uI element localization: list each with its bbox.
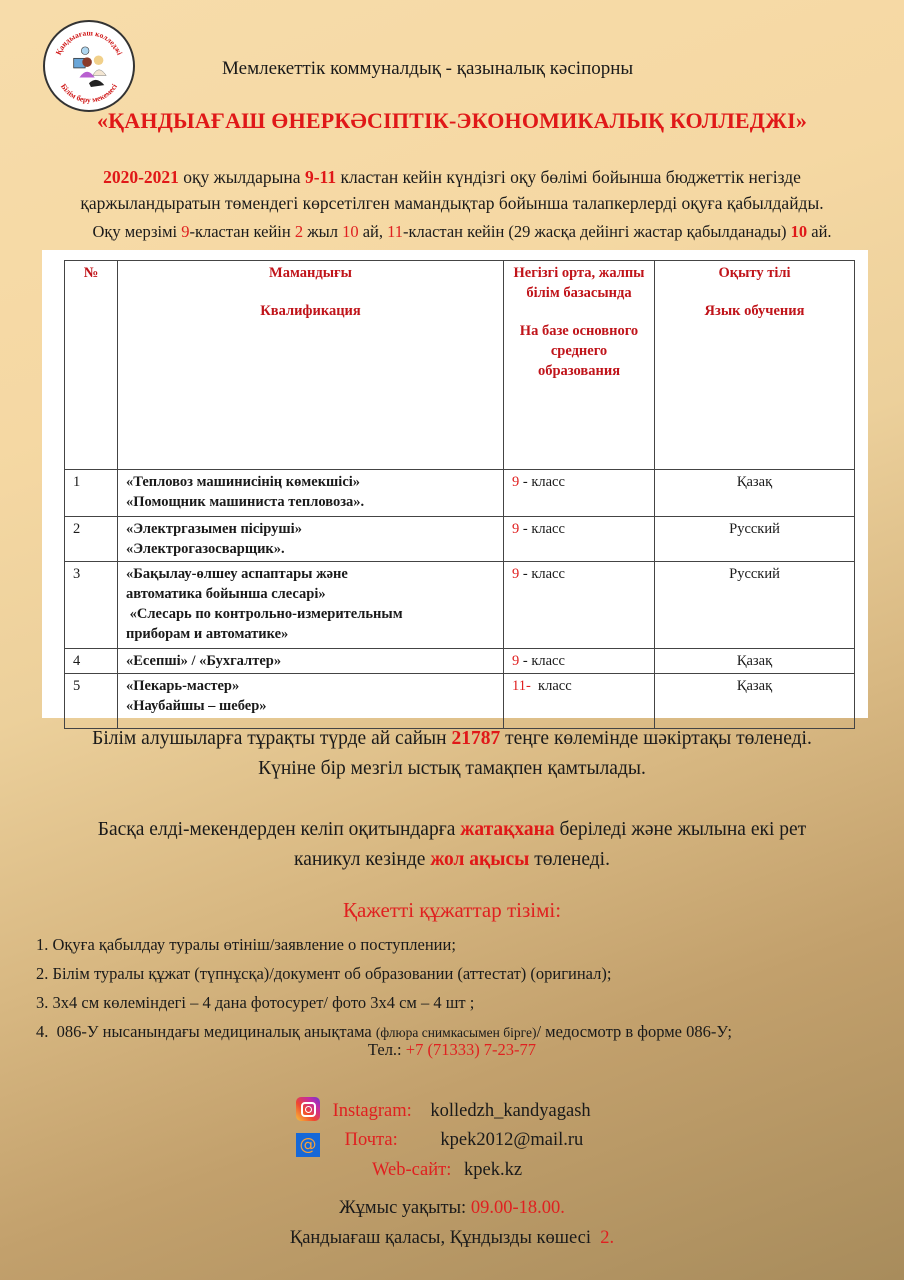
documents-title: Қажетті құжаттар тізімі: (342, 898, 562, 922)
stipend-text: Білім алушыларға тұрақты түрде ай сайын 21787 теңге көлемінде шәкіртақы төленеді. (92, 728, 812, 749)
website-contact: Web-сайт: kpek.kz (372, 1160, 523, 1180)
header-number: № (65, 261, 118, 470)
at-sign-icon: @ (296, 1133, 320, 1157)
stipend-amount: 21787 (451, 728, 501, 749)
svg-text:Қандыағаш колледжі: Қандыағаш колледжі (53, 28, 125, 57)
header-specialty: Мамандығы Квалификация (118, 261, 504, 470)
organization-type: Мемлекеттік коммуналдық - қазыналық кәсіпорны (222, 58, 634, 79)
working-hours: Жұмыс уақыты: 09.00-18.00. (339, 1198, 565, 1218)
specialties-table-panel (42, 250, 868, 718)
instagram-icon (296, 1097, 320, 1121)
svg-text:Білім беру мекемесі: Білім беру мекемесі (59, 82, 119, 105)
table-header-row (65, 261, 855, 470)
header-language: Оқыту тілі Язык обучения (655, 261, 855, 470)
address: Қандыағаш қаласы, Құндызды көшесі 2. (289, 1228, 615, 1248)
academic-year: 2020-2021 (103, 167, 179, 187)
grades: 9-11 (304, 167, 337, 187)
instagram-handle[interactable]: kolledzh_kandyagash (430, 1101, 591, 1121)
email-contact: @ Почта: kpek2012@mail.ru (296, 1125, 583, 1157)
dormitory-text: Басқа елді-мекендерден келіп оқитындарға жатақхана беріледі және жылына екі рет (97, 819, 807, 840)
intro-line-3: Оқу мерзімі 9-кластан кейін 2 жыл 10 ай, 11-кластан кейін (29 жасқа дейінгі жастар қабылданады) 10 ай. (92, 222, 832, 241)
phone-number[interactable]: +7 (71333) 7-23-77 (405, 1040, 537, 1059)
travel-text: каникул кезінде жол ақысы төленеді. (294, 849, 610, 870)
table-row: 1 «Тепловоз машинисінің көмекшісі» «Помощник машиниста тепловоза». 9 - класс Қазақ (65, 470, 855, 517)
college-logo (43, 20, 135, 112)
specialties-table (64, 260, 855, 729)
website-link[interactable]: kpek.kz (464, 1160, 523, 1180)
college-title: «ҚАНДЫАҒАШ ӨНЕРКӘСІПТІК-ЭКОНОМИКАЛЫҚ КОЛЛЕДЖІ» (96, 108, 808, 133)
table-row: 2 «Электргазымен пісіруші» «Электрогазосварщик». 9 - класс Русский (65, 517, 855, 562)
intro-line-1: 2020-2021 оқу жылдарына 9-11 кластан кейін күндізгі оқу бөлімі бойынша бюджеттік негізде (103, 167, 801, 187)
list-item: 3. 3х4 см көлеміндегі – 4 дана фотосурет/ фото 3х4 см – 4 шт ; (36, 993, 475, 1012)
table-row: 4 «Есепші» / «Бухгалтер» 9 - класс Қазақ (65, 649, 855, 674)
documents-list (36, 930, 732, 1047)
table-row: 3 «Бақылау-өлшеу аспаптары және автоматика бойынша слесарі» «Слесарь по контрольно-измерительным приборам и автоматике» 9 - класс Русский (65, 562, 855, 649)
header-base-education: Негізгі орта, жалпы білім базасында На базе основного среднего образования (504, 261, 655, 470)
phone: Тел.: +7 (71333) 7-23-77 (367, 1040, 537, 1059)
table-row: 5 «Пекарь-мастер» «Наубайшы – шебер» 11- класс Қазақ (65, 674, 855, 729)
intro-line-2: қаржыландыратын төмендегі көрсетілген мамандықтар бойынша талапкерлерді оқуға қабылдайды. (80, 193, 824, 213)
list-item: 2. Білім туралы құжат (түпнұсқа)/документ об образовании (аттестат) (оригинал); (36, 964, 612, 983)
list-item: 1. Оқуға қабылдау туралы өтініш/заявление о поступлении; (36, 935, 456, 954)
instagram-contact: Instagram: kolledzh_kandyagash (296, 1096, 591, 1126)
meals-text: Күніне бір мезгіл ыстық тамақпен қамтылады. (258, 758, 646, 779)
logo-emblem-icon (45, 22, 133, 110)
list-item: 4. 086-У нысанындағы медициналық анықтама (флюра снимкасымен бірге)/ медосмотр в форме 086-У; (36, 1022, 732, 1041)
email-address[interactable]: kpek2012@mail.ru (440, 1130, 584, 1150)
